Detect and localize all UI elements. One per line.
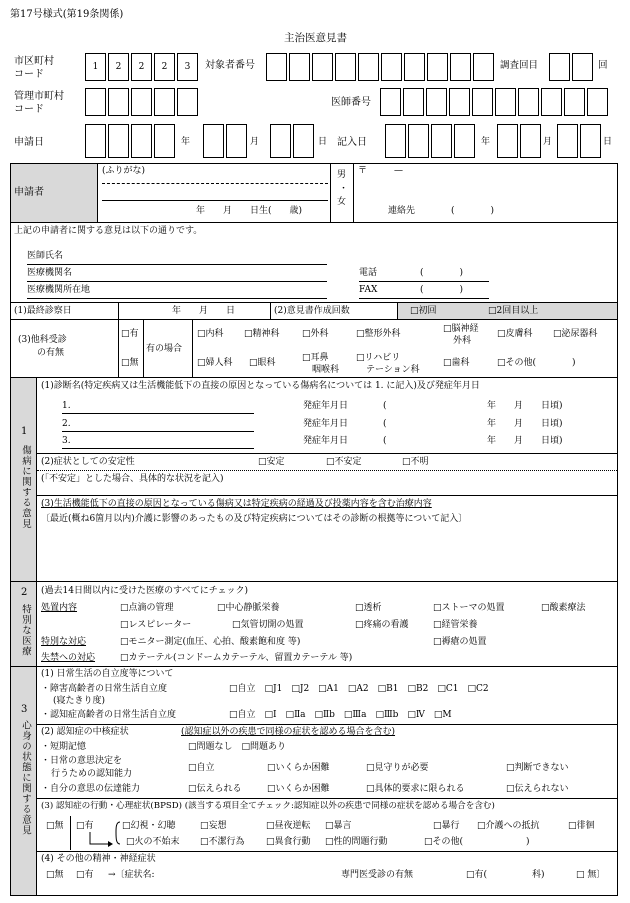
code-box[interactable] — [270, 124, 291, 158]
special-bedsore[interactable]: □褥瘡の処置 — [433, 637, 487, 647]
com-limited[interactable]: □具体的要求に限られる — [366, 784, 465, 794]
other-symptom-no[interactable]: □無 — [46, 870, 64, 880]
first-time-checkbox[interactable]: □初回 — [410, 306, 437, 316]
entry-year: 年 — [481, 137, 491, 147]
doctor-name-label: 医師氏名 — [27, 251, 64, 261]
digit-box[interactable]: 2 — [108, 53, 129, 81]
furigana-label: (ふりがな) — [102, 166, 146, 176]
dept-dental[interactable]: □歯科 — [443, 358, 470, 368]
dept-internal[interactable]: □内科 — [197, 329, 224, 339]
sec1-number: 1 — [21, 426, 28, 437]
dept-derm[interactable]: □皮膚科 — [497, 329, 533, 339]
dept-rehab[interactable]: □リハビリ — [356, 353, 401, 363]
com-some[interactable]: □いくらか困難 — [267, 784, 330, 794]
proc-dialysis[interactable]: □透析 — [355, 603, 382, 613]
sex-female[interactable]: 女 — [337, 197, 347, 207]
com-can[interactable]: □伝えられる — [188, 784, 242, 794]
dept-uro[interactable]: □泌尿器科 — [553, 329, 598, 339]
code-box[interactable] — [335, 53, 356, 81]
code-box[interactable] — [450, 53, 471, 81]
unstable-checkbox[interactable]: □不安定 — [326, 457, 362, 467]
code-box[interactable] — [541, 88, 562, 116]
diag-line[interactable] — [62, 413, 254, 414]
code-box[interactable] — [385, 124, 406, 158]
other-dept-label: (3)他科受診 — [18, 335, 67, 345]
tel-line[interactable] — [359, 281, 489, 282]
treatment-label: (3)生活機能低下の直接の原因となっている傷病又は特定疾病の経過及び投薬内容を含む治療内容 — [41, 499, 432, 509]
code-box[interactable] — [497, 124, 518, 158]
code-box[interactable] — [518, 88, 539, 116]
bpsd-resist[interactable]: □介護への抵抗 — [477, 821, 540, 831]
decision-independent[interactable]: □自立 — [188, 763, 215, 773]
code-box[interactable] — [358, 53, 379, 81]
page-title: 主治医意見書 — [284, 32, 347, 44]
other-dept-yes[interactable]: □有 — [121, 329, 139, 339]
dept-other[interactable]: □その他( ) — [497, 358, 576, 368]
digit-box[interactable]: 2 — [154, 53, 175, 81]
doctor-no-label: 医師番号 — [331, 97, 371, 108]
bpsd-sexual[interactable]: □性的問題行動 — [325, 837, 388, 847]
bpsd-other[interactable]: □その他( ) — [424, 837, 530, 847]
code-box[interactable] — [226, 124, 247, 158]
proc-tube[interactable]: □経管栄養 — [433, 620, 478, 630]
unstable-note: (「不安定」とした場合、具体的な状況を記入) — [41, 474, 224, 484]
code-box[interactable] — [454, 124, 475, 158]
second-time-checkbox[interactable]: □2回目以上 — [488, 306, 539, 316]
dept-psych[interactable]: □精神科 — [244, 329, 280, 339]
onset-label: 発症年月日 — [303, 436, 349, 446]
other-symptom-head: (4) その他の精神・神経症状 — [41, 854, 156, 864]
diagnosis-label: (1)診断名(特定疾病又は生活機能低下の直接の原因となっている傷病名については 1. に記入)及び発症年月日 — [41, 381, 480, 391]
digit-box[interactable]: 1 — [85, 53, 106, 81]
entry-date-label: 記入日 — [337, 137, 367, 148]
code-box[interactable] — [380, 88, 401, 116]
dept-neuro-2: 外科 — [453, 336, 472, 346]
onset-paren: ( — [383, 401, 387, 411]
birth-date: 年 月 日生( 歳) — [196, 206, 303, 216]
proc-tpn[interactable]: □中心静脈栄養 — [217, 603, 280, 613]
bpsd-fire[interactable]: □火の不始末 — [126, 837, 180, 847]
fax-paren: ( ) — [420, 285, 464, 295]
specialist-no[interactable]: □ 無〕 — [576, 870, 606, 880]
address-label: 医療機関所在地 — [27, 285, 91, 295]
admin-code-label-2: コード — [14, 104, 44, 115]
code-box[interactable] — [154, 124, 175, 158]
code-box[interactable] — [131, 88, 152, 116]
if-yes-label: 有の場合 — [146, 344, 183, 354]
bpsd-day-night[interactable]: □昼夜逆転 — [266, 821, 311, 831]
code-box[interactable] — [381, 53, 402, 81]
core-symptom-note: (認知症以外の疾患で同様の症状を認める場合を含む) — [181, 727, 396, 737]
proc-oxygen[interactable]: □酸素療法 — [541, 603, 586, 613]
opinion-count-label: (2)意見書作成回数 — [274, 306, 350, 316]
code-box[interactable] — [426, 88, 447, 116]
code-box[interactable] — [154, 88, 175, 116]
code-box[interactable] — [431, 124, 452, 158]
code-box[interactable] — [85, 124, 106, 158]
code-box[interactable] — [520, 124, 541, 158]
bpsd-head: (3) 認知症の行動・心理症状(BPSD) (該当する項目全てチェック:認知症以外の疾患で同様の症状を認める場合を含む) — [41, 801, 495, 811]
adl-head: (1) 日常生活の自立度等について — [41, 669, 174, 679]
other-dept-label-2: の有無 — [37, 348, 65, 358]
survey-box[interactable] — [549, 53, 570, 81]
apply-year: 年 — [181, 137, 191, 147]
code-box[interactable] — [495, 88, 516, 116]
target-no-label: 対象者番号 — [205, 60, 255, 71]
procedure-label: 処置内容 — [41, 603, 78, 613]
bpsd-delusion[interactable]: □妄想 — [200, 821, 227, 831]
decision-label-2: 行うための認知能力 — [51, 769, 133, 779]
survey-label: 調査回目 — [500, 60, 539, 71]
decision-label: ・日常の意思決定を — [41, 756, 123, 766]
sec1-title: 傷病に関する意見 — [20, 445, 31, 529]
name-line[interactable] — [102, 200, 328, 201]
last-visit-date: 年 月 日 — [172, 306, 236, 316]
code-box[interactable] — [427, 53, 448, 81]
digit-box[interactable]: 3 — [177, 53, 198, 81]
onset-paren: ( — [383, 419, 387, 429]
diag-line[interactable] — [62, 448, 254, 449]
onset-date: 年 月 日頃) — [487, 401, 563, 411]
furigana-line[interactable] — [102, 183, 328, 184]
survey-box[interactable] — [572, 53, 593, 81]
dept-eye[interactable]: □眼科 — [249, 358, 276, 368]
adl-disabled-label: ・障害高齢者の日常生活自立度 — [41, 684, 168, 694]
bpsd-bracket-arrow — [86, 818, 122, 848]
onset-date: 年 月 日頃) — [487, 419, 563, 429]
tel-paren: ( ) — [420, 268, 464, 278]
sec2-title: 特別な医療 — [20, 604, 31, 657]
code-box[interactable] — [404, 53, 425, 81]
stm-label: ・短期記憶 — [41, 742, 87, 752]
diag-item-num: 2. — [62, 419, 71, 429]
admin-code-label: 管理市町村 — [14, 91, 64, 102]
code-box[interactable] — [473, 53, 494, 81]
dept-ent-2: 咽喉科 — [312, 365, 340, 375]
entry-month: 月 — [543, 137, 553, 147]
incontinence-label: 失禁への対応 — [41, 653, 96, 663]
diag-item-num: 3. — [62, 436, 71, 446]
code-box[interactable] — [587, 88, 608, 116]
decision-some[interactable]: □いくらか困難 — [267, 763, 330, 773]
stable-checkbox[interactable]: □安定 — [258, 457, 285, 467]
proc-pain[interactable]: □疼痛の看護 — [355, 620, 409, 630]
symptom-name-label: →〔症状名: — [108, 870, 155, 880]
stability-label: (2)症状としての安定性 — [41, 457, 135, 467]
apply-month: 月 — [250, 137, 260, 147]
code-box[interactable] — [266, 53, 287, 81]
code-box[interactable] — [108, 124, 129, 158]
sec3-number: 3 — [21, 704, 28, 715]
code-box[interactable] — [408, 124, 429, 158]
adl-disabled-options[interactable]: □自立 □J1 □J2 □A1 □A2 □B1 □B2 □C1 □C2 — [229, 684, 489, 694]
bpsd-no[interactable]: □無 — [46, 821, 64, 831]
treatment-note: 〔最近(概ね6箇月以内)介護に影響のあったもの及び特定疾病についてはその診断の根拠等について記入〕 — [41, 514, 468, 524]
code-box[interactable] — [557, 124, 578, 158]
sex-male[interactable]: 男 — [337, 170, 347, 180]
onset-label: 発症年月日 — [303, 419, 349, 429]
code-box[interactable] — [289, 53, 310, 81]
fax-line[interactable] — [359, 298, 489, 299]
fax-label: FAX — [359, 285, 378, 295]
code-box[interactable] — [203, 124, 224, 158]
form-number: 第17号様式(第19条関係) — [10, 9, 124, 20]
specialist-label: 専門医受診の有無 — [341, 870, 414, 880]
institution-label: 医療機関名 — [27, 268, 73, 278]
decision-cannot[interactable]: □判断できない — [506, 763, 569, 773]
institution-line[interactable] — [27, 281, 327, 282]
sec2-number: 2 — [21, 587, 28, 598]
doctor-name-line[interactable] — [27, 264, 327, 265]
communicate-label: ・自分の意思の伝達能力 — [41, 784, 141, 794]
diag-item-num: 1. — [62, 401, 71, 411]
incontinence-catheter[interactable]: □カテーテル(コンドームカテーテル、留置カテーテル 等) — [120, 653, 353, 663]
core-symptom-head: (2) 認知症の中核症状 — [41, 727, 129, 737]
bpsd-pica[interactable]: □異食行動 — [266, 837, 311, 847]
other-dept-no[interactable]: □無 — [121, 358, 139, 368]
onset-paren: ( — [383, 436, 387, 446]
code-box[interactable] — [131, 124, 152, 158]
proc-respirator[interactable]: □レスピレーター — [120, 620, 192, 630]
bpsd-yes[interactable]: □有 — [76, 821, 94, 831]
digit-box[interactable]: 2 — [131, 53, 152, 81]
stm-options[interactable]: □問題なし □問題あり — [188, 742, 287, 752]
special-monitor[interactable]: □モニター測定(血圧、心拍、酸素飽和度 等) — [120, 637, 301, 647]
apply-date-label: 申請日 — [14, 137, 44, 148]
dept-surgery[interactable]: □外科 — [302, 329, 329, 339]
adl-dementia-label: ・認知症高齢者の日常生活自立度 — [41, 710, 177, 720]
bpsd-wander[interactable]: □徘徊 — [568, 821, 595, 831]
applicant-label: 申請者 — [14, 187, 44, 198]
sec3-title: 心身の状態に関する意見 — [20, 720, 31, 836]
bpsd-hallucination[interactable]: □幻視・幻聴 — [122, 821, 176, 831]
code-box[interactable] — [108, 88, 129, 116]
dept-rehab-2: テーション科 — [366, 365, 420, 375]
proc-iv[interactable]: □点滴の管理 — [120, 603, 174, 613]
sex-dot: ・ — [339, 184, 349, 194]
other-symptom-yes[interactable]: □有 — [76, 870, 94, 880]
sec2-head: (過去14日間以内に受けた医療のすべてにチェック) — [41, 586, 249, 596]
bpsd-verbal[interactable]: □暴言 — [325, 821, 352, 831]
dept-ortho[interactable]: □整形外科 — [356, 329, 401, 339]
opinion-intro: 上記の申請者に関する意見は以下の通りです。 — [14, 226, 203, 236]
muni-code-label-2: コード — [14, 69, 44, 80]
survey-suffix: 回 — [598, 60, 608, 71]
specialist-yes[interactable]: □有( 科) — [466, 870, 545, 880]
code-box[interactable] — [85, 88, 106, 116]
diag-line[interactable] — [62, 431, 254, 432]
dept-ent[interactable]: □耳鼻 — [302, 353, 329, 363]
code-box[interactable] — [472, 88, 493, 116]
adl-disabled-label-2: (寝たきり度) — [53, 696, 106, 706]
code-box[interactable] — [580, 124, 601, 158]
code-box[interactable] — [177, 88, 198, 116]
code-box[interactable] — [293, 124, 314, 158]
special-label: 特別な対応 — [41, 637, 87, 647]
proc-stoma[interactable]: □ストーマの処置 — [433, 603, 505, 613]
unknown-checkbox[interactable]: □不明 — [402, 457, 429, 467]
proc-trach[interactable]: □気管切開の処置 — [232, 620, 304, 630]
postal-code: 〒 — — [358, 166, 404, 176]
onset-label: 発症年月日 — [303, 401, 349, 411]
code-box[interactable] — [449, 88, 470, 116]
address-line[interactable] — [27, 298, 327, 299]
code-box[interactable] — [312, 53, 333, 81]
adl-dementia-options[interactable]: □自立 □Ⅰ □Ⅱa □Ⅱb □Ⅲa □Ⅲb □Ⅳ □M — [229, 710, 452, 720]
muni-code-label: 市区町村 — [14, 56, 54, 67]
entry-day: 日 — [603, 137, 613, 147]
code-box[interactable] — [403, 88, 424, 116]
tel-label: 電話 — [359, 268, 378, 278]
bpsd-unclean[interactable]: □不潔行為 — [200, 837, 245, 847]
onset-date: 年 月 日頃) — [487, 436, 563, 446]
dept-gyn[interactable]: □婦人科 — [197, 358, 233, 368]
decision-watch[interactable]: □見守りが必要 — [366, 763, 429, 773]
dept-neuro[interactable]: □脳神経 — [443, 324, 479, 334]
last-visit-label: (1)最終診察日 — [14, 306, 72, 316]
code-box[interactable] — [564, 88, 585, 116]
apply-day: 日 — [318, 137, 328, 147]
contact: 連絡先 ( ) — [388, 206, 495, 216]
bpsd-violence[interactable]: □暴行 — [433, 821, 460, 831]
com-cannot[interactable]: □伝えられない — [506, 784, 569, 794]
